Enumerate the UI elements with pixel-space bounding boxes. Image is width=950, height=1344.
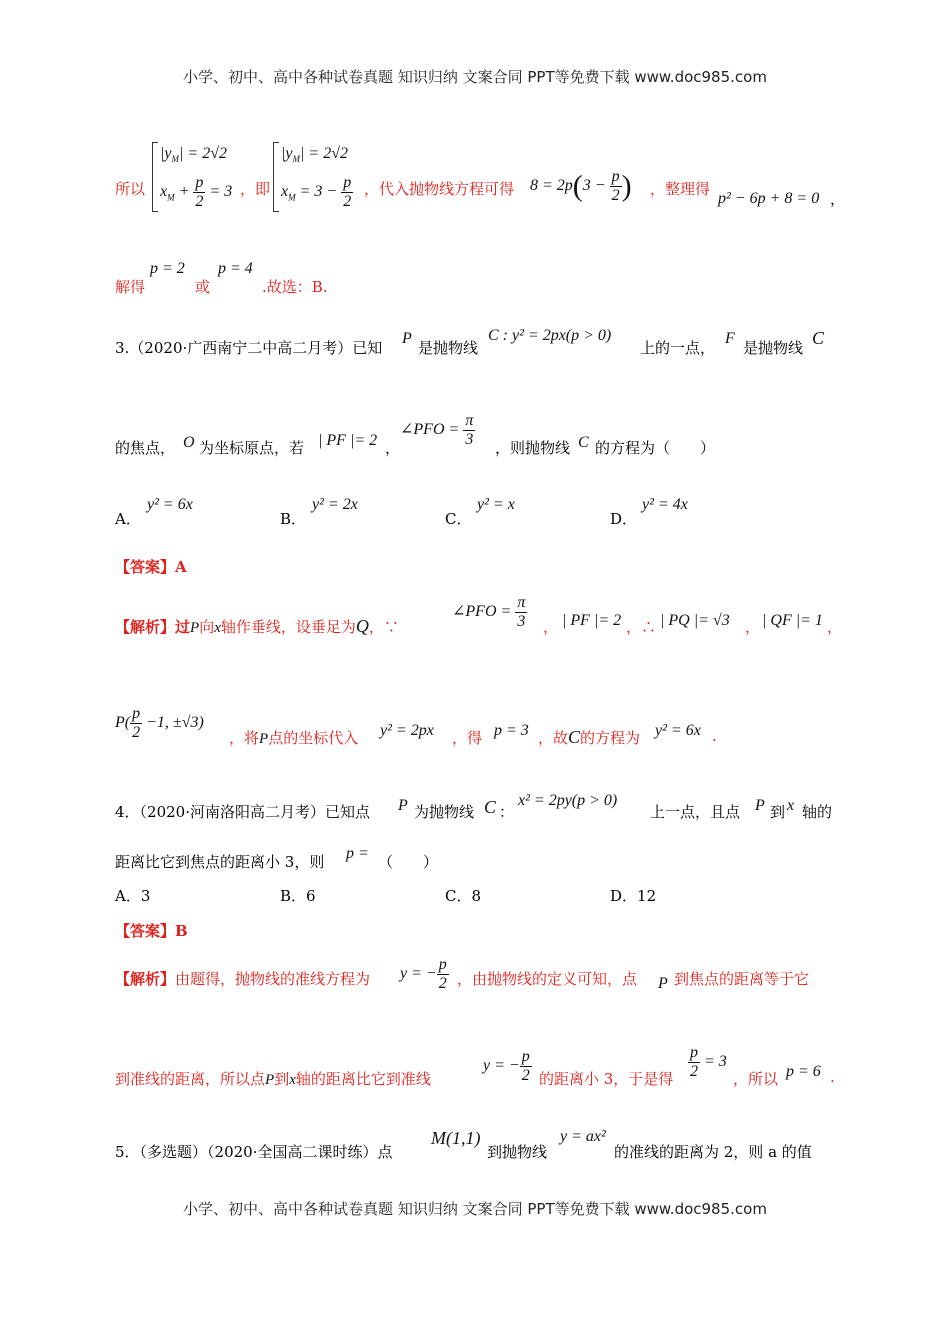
q4-P2: P [755,797,765,814]
q3-O: O [183,434,195,451]
comma: ， [830,190,846,208]
q3-p3: p = 3 [494,722,529,739]
q3-option-b: y² = 2x [312,496,358,513]
q5-lead: 5．（多选题）（2020·全国高二课时练）点 [115,1143,393,1161]
q4-jiexi: 【解析】由题得，抛物线的准线方程为 [115,970,371,988]
text-suoyi: 所以 [115,180,146,198]
page-header: 小学、初中、高中各种试卷真题 知识归纳 文案合同 PPT等免费下载 www.doc985.com [183,68,767,86]
value-p4: p = 4 [218,260,253,277]
q3-lead: 3.（2020·广西南宁二中高二月考）已知 [115,339,383,357]
q4-lead: 4．（2020·河南洛阳高二月考）已知点 [115,803,370,821]
q3-P: P [402,330,412,347]
text-dairu: ，代入抛物线方程可得 [364,180,515,198]
q3-fangcheng: 的方程为（ ） [595,439,716,457]
text-ji: ，即 [240,180,271,198]
q4-P: P [398,797,408,814]
q5-M: M(1,1) [431,1128,481,1148]
q4-peq: p = [346,845,369,862]
q4-dingyi: ，由抛物线的定义可知，点 [457,970,638,988]
q3-qf: | QF |= 1 [762,612,823,629]
q3-yuandian: 为坐标原点，若 [199,439,305,457]
q4-option-c: C．8 [445,887,482,905]
q3-comma3: ， [745,618,761,636]
q4-C: C [484,797,497,817]
q3-pf2: | PF |= 2 [562,612,622,629]
q4-line2a: 到准线的距离，所以点P到x轴的距离比它到准线 [115,1070,431,1088]
q3-ze: ，则抛物线 [495,439,571,457]
q3-final: y² = 6x [655,722,701,739]
q4-half: $\frac{p}{2}$ = 3 [690,1044,727,1080]
q3-shang: 上的一点， [640,339,716,357]
q3-jiexi: 【解析】过P向x轴作垂线，设垂足为Q，∵ [115,616,399,636]
q4-option-d: D．12 [610,887,657,905]
equation-quadratic: p² − 6p + 8 = 0 [718,190,820,207]
q3-answer: 【答案】A [115,558,187,576]
q3-curve: C : y² = 2px(p > 0) [488,327,612,344]
q4-answer: 【答案】B [115,922,188,940]
q3-therefore: ，∴ [626,618,657,636]
equation-8: 8 = 2p(3 − $\frac{p}{2}$ ) [530,168,632,204]
q4-daojd: 到焦点的距离等于它 [674,970,810,988]
q3-de: ，得 [452,729,483,747]
q4-line2d: 的距离小 3，于是得 [539,1070,674,1088]
q4-curve: x² = 2py(p > 0) [518,792,618,809]
q4-p6: p = 6 [786,1063,821,1080]
q3-shi: 是抛物线 [418,339,479,357]
q4-dao: 到 [770,803,786,821]
q5-curve: y = ax² [560,1128,606,1145]
q3-comma2: ， [543,618,559,636]
q3-option-c-label: C． [445,510,472,528]
q3-angle: ∠PFO = $\frac{\pi}{3}$ [400,412,474,448]
q3-shipwx: 是抛物线 [743,339,804,357]
q3-C: C [812,328,825,348]
q5-tail: 的准线的距离为 2，则 a 的值 [614,1143,812,1161]
q3-pq: | PQ |= √3 [660,612,730,629]
q4-shang: 上一点，且点 [650,803,741,821]
q3-dot: . [712,727,717,745]
q4-option-b: B．6 [280,887,316,905]
left-brace-2 [273,142,279,212]
text-guxuan: .故选：B. [262,278,328,296]
q3-option-d: y² = 4x [642,496,688,513]
q4-directrix: y = − $\frac{p}{2}$ [400,956,447,992]
q3-angle2: ∠PFO = $\frac{\pi}{3}$ [452,594,526,630]
q3-option-d-label: D． [610,510,638,528]
q3-comma4: ， [827,618,843,636]
q4-x: x [787,797,795,814]
q3-option-a: y² = 6x [147,496,193,513]
q3-option-c: y² = x [477,496,515,513]
page-footer: 小学、初中、高中各种试卷真题 知识归纳 文案合同 PPT等免费下载 www.doc985.com [183,1200,767,1218]
q3-option-b-label: B． [280,510,307,528]
q3-comma: ， [385,439,401,457]
q4-suoyi: ，所以 [733,1070,779,1088]
system1-line1: $|y_M| = 2√2$ [160,145,227,165]
left-brace [152,142,158,212]
q3-option-a-label: A． [115,510,141,528]
q4-directrix2: y = − $\frac{p}{2}$ [483,1048,530,1084]
q5-dao: 到抛物线 [487,1143,548,1161]
system2-line1: $|y_M| = 2√2$ [281,145,348,165]
q3-curve2: y² = 2px [380,722,434,739]
q3-substitute: ，将P点的坐标代入 [229,729,359,747]
q3-jiaodian: 的焦点， [115,439,176,457]
q4-option-a: A．3 [115,887,151,905]
q4-paren: （ ） [378,853,439,871]
q4-wei: 为抛物线 [414,803,475,821]
value-p2: p = 2 [150,260,185,277]
system2-line2: $x_M = 3$ − $\frac{p}{2}$ [281,174,352,210]
q4-line2: 距离比它到焦点的距离小 3，则 [115,853,325,871]
q4-P3: P [658,975,668,992]
q3-C2: C [578,434,589,451]
text-jiede: 解得 [115,278,146,296]
text-zhengli: ，整理得 [650,180,711,198]
q4-zhou: 轴的 [802,803,833,821]
text-huo: 或 [195,278,211,296]
q3-pcoord: P( $\frac{p}{2}$ −1, ±√3) [115,705,204,741]
q4-dot: . [830,1068,835,1086]
q4-colon: ： [499,803,515,821]
q3-F: F [725,330,735,347]
system1-line2: $x_M$ + $\frac{p}{2}$ = 3 [160,174,233,210]
q3-PF: | PF |= 2 [318,432,378,449]
q3-gu: ，故C的方程为 [538,727,641,747]
